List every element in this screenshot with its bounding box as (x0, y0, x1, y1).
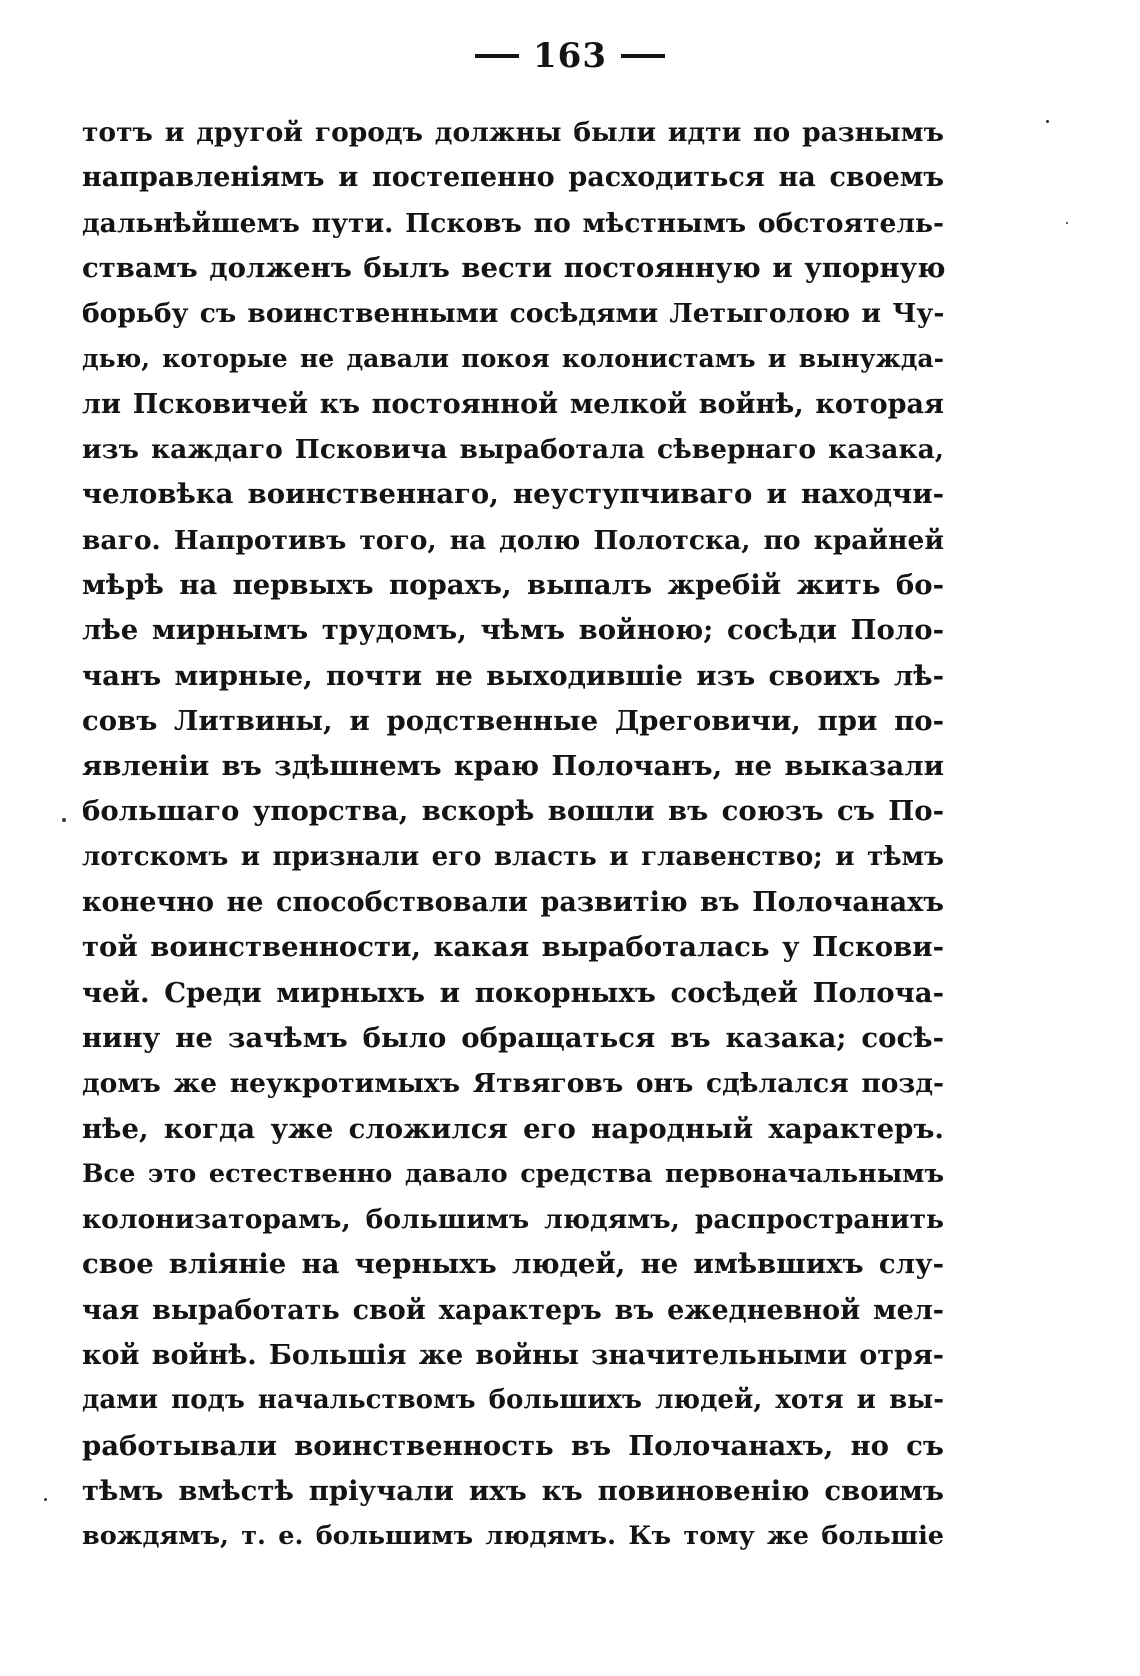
text-line: вождямъ, т. е. большимъ людямъ. Къ тому же большіе (82, 1521, 944, 1552)
right-dash (621, 54, 665, 58)
text-line: конечно не способствовали развитію въ Полочанахъ (82, 887, 944, 919)
text-line: направленіямъ и постепенно расходиться на своемъ (82, 162, 944, 194)
text-line: тотъ и другой городъ должны были идти по разнымъ (82, 117, 944, 148)
scan-speck (62, 818, 66, 822)
text-line: свое вліяніе на черныхъ людей, не имѣвшихъ слу- (82, 1248, 944, 1281)
text-line: колонизаторамъ, большимъ людямъ, распространить (82, 1204, 944, 1236)
scan-speck (1046, 120, 1049, 123)
text-line: ствамъ долженъ былъ вести постоянную и упорную (82, 251, 946, 284)
text-line: лѣе мирнымъ трудомъ, чѣмъ войною; сосѣди Поло- (82, 614, 944, 647)
text-line: явленіи въ здѣшнемъ краю Полочанъ, не выказали (82, 750, 944, 783)
text-line: человѣка воинственнаго, неуступчиваго и находчи- (82, 478, 944, 511)
text-line: той воинственности, какая выработалась у Пскови- (82, 931, 944, 964)
page-number (0, 36, 1140, 76)
text-line: чанъ мирные, почти не выходившіе изъ своихъ лѣ- (82, 659, 944, 692)
text-line: ваго. Напротивъ того, на долю Полотска, по крайней (82, 524, 944, 556)
text-line: лотскомъ и признали его власть и главенство; и тѣмъ (82, 841, 944, 872)
text-line: нѣе, когда уже сложился его народный характеръ. (82, 1112, 944, 1145)
text-line: борьбу съ воинственными сосѣдями Летыголою и Чу- (82, 298, 945, 330)
left-dash (475, 54, 519, 58)
text-line: работывали воинственность въ Полочанахъ, но съ (82, 1429, 944, 1462)
text-line: домъ же неукротимыхъ Ятвяговъ онъ сдѣлался позд- (82, 1068, 944, 1100)
page-number-value: 163 (533, 36, 607, 76)
text-line: ли Псковичей къ постоянной мелкой войнѣ, которая (82, 388, 944, 420)
text-line: чей. Среди мирныхъ и покорныхъ сосѣдей Полоча- (82, 976, 944, 1009)
text-line: совъ Литвины, и родственные Дреговичи, при по- (82, 704, 944, 737)
text-line: мѣрѣ на первыхъ порахъ, выпалъ жребій жить бо- (82, 568, 944, 601)
text-line: нину не зачѣмъ было обращаться въ казака; сосѣ- (82, 1021, 944, 1054)
text-line: дальнѣйшемъ пути. Псковъ по мѣстнымъ обстоятель- (82, 207, 944, 239)
body-text (82, 110, 944, 1560)
text-line: Все это естественно давало средства первоначальнымъ (82, 1158, 944, 1189)
scan-speck (1066, 222, 1068, 224)
scan-speck (44, 1498, 47, 1501)
text-line: чая выработать свой характеръ въ ежедневной мел- (82, 1294, 944, 1326)
text-line: кой войнѣ. Большія же войны значительными отря- (82, 1340, 944, 1372)
text-line: дью, которые не давали покоя колонистамъ и вынужда- (82, 344, 944, 374)
text-line: дами подъ начальствомъ большихъ людей, хотя и вы- (82, 1385, 944, 1416)
text-line: большаго упорства, вскорѣ вошли въ союзъ съ По- (82, 795, 944, 828)
text-line: изъ каждаго Псковича выработала сѣвернаго казака, (82, 434, 944, 466)
text-line: тѣмъ вмѣстѣ пріучали ихъ къ повиновенію своимъ (82, 1474, 944, 1507)
